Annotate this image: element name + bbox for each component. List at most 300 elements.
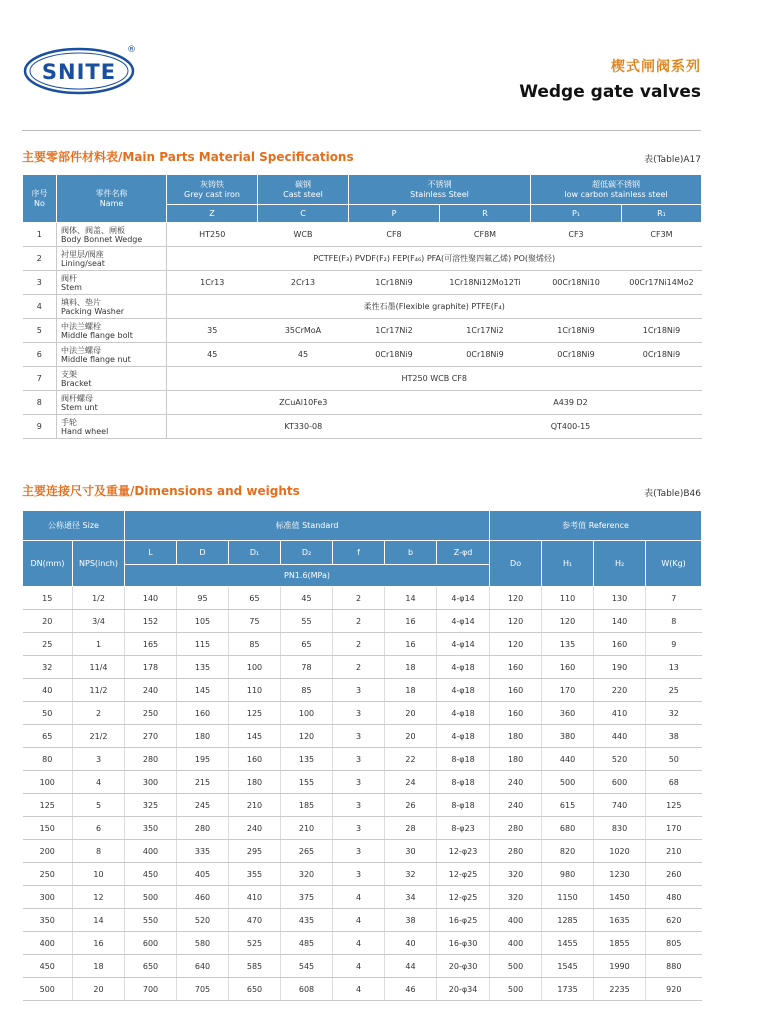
table-row: 4 填料、垫片 Packing Washer 柔性石墨(Flexible graphite) PTFE(F₄) xyxy=(23,295,702,319)
table-cell: 260 xyxy=(646,863,702,886)
table-cell: 152 xyxy=(125,610,177,633)
table-cell: 440 xyxy=(542,748,594,771)
table-cell: 160 xyxy=(542,656,594,679)
table-row: 2 衬里层/阀座 Lining/seat PCTFE(F₃) PVDF(F₂) FEP(F₄₆) PFA(可溶性聚四氟乙烯) PO(聚烯烃) xyxy=(23,247,702,271)
table-cell: 320 xyxy=(281,863,333,886)
table-cell: 32 xyxy=(23,656,73,679)
table-cell: 405 xyxy=(177,863,229,886)
table-cell: 115 xyxy=(177,633,229,656)
table-cell: 435 xyxy=(281,909,333,932)
header-grey-cast-iron: 灰铸铁 Grey cast iron xyxy=(167,175,258,205)
table-cell: 240 xyxy=(229,817,281,840)
table-cell: 700 xyxy=(125,978,177,1001)
table-cell: 410 xyxy=(229,886,281,909)
table-cell: 615 xyxy=(542,794,594,817)
table-cell: 110 xyxy=(542,587,594,610)
table-cell: 165 xyxy=(125,633,177,656)
table-cell: 180 xyxy=(229,771,281,794)
table-cell: 450 xyxy=(23,955,73,978)
table-cell: 545 xyxy=(281,955,333,978)
table-cell: 18 xyxy=(73,955,125,978)
table-cell: 325 xyxy=(125,794,177,817)
table-cell: 920 xyxy=(646,978,702,1001)
table-cell: 100 xyxy=(229,656,281,679)
table-cell: 500 xyxy=(23,978,73,1001)
table-cell: 880 xyxy=(646,955,702,978)
table-cell: 65 xyxy=(281,633,333,656)
table-cell: 3 xyxy=(333,679,385,702)
table-cell: 50 xyxy=(23,702,73,725)
table-row: 3 阀杆 Stem 1Cr13 2Cr13 1Cr18Ni9 1Cr18Ni12Mo12Ti 00Cr18Ni10 00Cr17Ni14Mo2 xyxy=(23,271,702,295)
table-cell: 215 xyxy=(177,771,229,794)
table-cell: 1545 xyxy=(542,955,594,978)
table-cell: 600 xyxy=(594,771,646,794)
table-cell: 110 xyxy=(229,679,281,702)
table-cell: 4-φ14 xyxy=(437,610,490,633)
table-cell: 30 xyxy=(385,840,437,863)
table-cell: 46 xyxy=(385,978,437,1001)
table-cell: 400 xyxy=(23,932,73,955)
table-cell: 65 xyxy=(23,725,73,748)
table-cell: 1855 xyxy=(594,932,646,955)
table-cell: 14 xyxy=(385,587,437,610)
table-cell: 620 xyxy=(646,909,702,932)
table-cell: 335 xyxy=(177,840,229,863)
table-cell: 525 xyxy=(229,932,281,955)
table-cell: 160 xyxy=(490,656,542,679)
table-cell: 4 xyxy=(333,955,385,978)
table-cell: 38 xyxy=(646,725,702,748)
snite-logo xyxy=(22,44,140,96)
table-cell: 195 xyxy=(177,748,229,771)
table-cell: 20-φ34 xyxy=(437,978,490,1001)
header-col: D₂ xyxy=(281,541,333,565)
header-size: 公称通径 Size xyxy=(23,511,125,541)
table-cell: 26 xyxy=(385,794,437,817)
table-row: 7 支架 Bracket HT250 WCB CF8 xyxy=(23,367,702,391)
table-row xyxy=(23,702,702,725)
materials-table xyxy=(22,174,702,439)
table-cell: 7 xyxy=(646,587,702,610)
table-cell: 1 xyxy=(73,633,125,656)
table-cell: 410 xyxy=(594,702,646,725)
table-cell: 125 xyxy=(229,702,281,725)
table-cell: 4-φ18 xyxy=(437,656,490,679)
table-cell: 1455 xyxy=(542,932,594,955)
table-cell: 640 xyxy=(177,955,229,978)
brand-title xyxy=(519,56,701,102)
table-row: 8 阀杆螺母 Stem unt ZCuAl10Fe3 A439 D2 xyxy=(23,391,702,415)
header-no: 序号 No xyxy=(23,175,57,223)
code-p1: P₁ xyxy=(531,205,622,223)
table-cell: 380 xyxy=(542,725,594,748)
table-cell: 12-φ25 xyxy=(437,886,490,909)
table-cell: 78 xyxy=(281,656,333,679)
table-cell: 600 xyxy=(125,932,177,955)
header-reference: 参考值 Reference xyxy=(490,511,702,541)
table-cell: 20 xyxy=(73,978,125,1001)
header-col: Do xyxy=(490,541,542,587)
header-col: b xyxy=(385,541,437,565)
table-cell: 20 xyxy=(385,725,437,748)
table-cell: 18 xyxy=(385,656,437,679)
table-cell: 650 xyxy=(125,955,177,978)
table-cell: 80 xyxy=(23,748,73,771)
table-cell: 28 xyxy=(385,817,437,840)
table-cell: 240 xyxy=(125,679,177,702)
table-cell: 300 xyxy=(125,771,177,794)
table-cell: 180 xyxy=(490,725,542,748)
table-cell: 8-φ18 xyxy=(437,748,490,771)
table-cell: 1/2 xyxy=(73,587,125,610)
table-cell: 32 xyxy=(646,702,702,725)
table-cell: 180 xyxy=(490,748,542,771)
table-cell: 95 xyxy=(177,587,229,610)
table-cell: 1450 xyxy=(594,886,646,909)
table-row xyxy=(23,817,702,840)
table-row xyxy=(23,725,702,748)
table-cell: 160 xyxy=(177,702,229,725)
table-cell: 705 xyxy=(177,978,229,1001)
header-col: D xyxy=(177,541,229,565)
table-cell: 805 xyxy=(646,932,702,955)
table-cell: 4 xyxy=(333,909,385,932)
header-col: W(Kg) xyxy=(646,541,702,587)
table-cell: 6 xyxy=(73,817,125,840)
table-cell: 16-φ30 xyxy=(437,932,490,955)
title-en: Wedge gate valves xyxy=(519,82,701,102)
table-cell: 3 xyxy=(333,794,385,817)
table-cell: 75 xyxy=(229,610,281,633)
header-nps: NPS(inch) xyxy=(73,541,125,587)
table-cell: 500 xyxy=(542,771,594,794)
table-cell: 830 xyxy=(594,817,646,840)
table-cell: 160 xyxy=(229,748,281,771)
table-cell: 120 xyxy=(490,610,542,633)
table-cell: 280 xyxy=(177,817,229,840)
logo-text: SNITE xyxy=(41,60,117,84)
table-cell: 190 xyxy=(594,656,646,679)
table-cell: 280 xyxy=(125,748,177,771)
table-cell: 460 xyxy=(177,886,229,909)
header-cast-steel: 碳钢 Cast steel xyxy=(258,175,349,205)
table-cell: 160 xyxy=(594,633,646,656)
header-col: f xyxy=(333,541,385,565)
table-cell: 480 xyxy=(646,886,702,909)
code-r1: R₁ xyxy=(622,205,702,223)
table-cell: 320 xyxy=(490,886,542,909)
table-cell: 25 xyxy=(646,679,702,702)
table-cell: 280 xyxy=(490,840,542,863)
header-standard: 标准值 Standard xyxy=(125,511,490,541)
table-cell: 55 xyxy=(281,610,333,633)
table-cell: 4 xyxy=(333,932,385,955)
table-cell: 350 xyxy=(23,909,73,932)
table-cell: 4-φ18 xyxy=(437,702,490,725)
code-r: R xyxy=(440,205,531,223)
table-cell: 120 xyxy=(542,610,594,633)
table-cell: 210 xyxy=(229,794,281,817)
table-row xyxy=(23,794,702,817)
table-row xyxy=(23,633,702,656)
table-cell: 500 xyxy=(490,978,542,1001)
table-cell: 220 xyxy=(594,679,646,702)
table-cell: 650 xyxy=(229,978,281,1001)
table-row xyxy=(23,771,702,794)
table-cell: 320 xyxy=(490,863,542,886)
table-cell: 3 xyxy=(73,748,125,771)
table-cell: 1230 xyxy=(594,863,646,886)
table-cell: 4-φ14 xyxy=(437,633,490,656)
table-cell: 450 xyxy=(125,863,177,886)
table-cell: 105 xyxy=(177,610,229,633)
table-cell: 375 xyxy=(281,886,333,909)
header-col: L xyxy=(125,541,177,565)
table-cell: 1285 xyxy=(542,909,594,932)
table-cell: 8 xyxy=(73,840,125,863)
table-cell: 585 xyxy=(229,955,281,978)
table-cell: 130 xyxy=(594,587,646,610)
table-cell: 25 xyxy=(23,633,73,656)
table-cell: 22 xyxy=(385,748,437,771)
table-cell: 34 xyxy=(385,886,437,909)
table-cell: 120 xyxy=(281,725,333,748)
table-cell: 3 xyxy=(333,863,385,886)
table-cell: 400 xyxy=(490,909,542,932)
table-cell: 32 xyxy=(385,863,437,886)
header-stainless: 不锈钢 Stainless Steel xyxy=(349,175,531,205)
header-col: H₁ xyxy=(542,541,594,587)
table-row xyxy=(23,886,702,909)
table-row: 6 中法兰螺母 Middle flange nut 45 45 0Cr18Ni9 0Cr18Ni9 0Cr18Ni9 0Cr18Ni9 xyxy=(23,343,702,367)
code-z: Z xyxy=(167,205,258,223)
table-cell: 38 xyxy=(385,909,437,932)
table-cell: 300 xyxy=(23,886,73,909)
table-cell: 40 xyxy=(23,679,73,702)
table-cell: 355 xyxy=(229,863,281,886)
header-col: D₁ xyxy=(229,541,281,565)
table-cell: 135 xyxy=(542,633,594,656)
table-cell: 4-φ18 xyxy=(437,679,490,702)
table-cell: 265 xyxy=(281,840,333,863)
table-cell: 100 xyxy=(281,702,333,725)
header-dn: DN(mm) xyxy=(23,541,73,587)
table-cell: 85 xyxy=(281,679,333,702)
table-cell: 740 xyxy=(594,794,646,817)
table-row xyxy=(23,748,702,771)
table-cell: 68 xyxy=(646,771,702,794)
table-cell: 3 xyxy=(333,725,385,748)
table-cell: 13 xyxy=(646,656,702,679)
table-cell: 20-φ30 xyxy=(437,955,490,978)
table-cell: 3/4 xyxy=(73,610,125,633)
header-divider xyxy=(22,130,701,131)
table-cell: 170 xyxy=(646,817,702,840)
table-cell: 100 xyxy=(23,771,73,794)
header-low-carbon: 超低碳不锈钢 low carbon stainless steel xyxy=(531,175,702,205)
table-cell: 160 xyxy=(490,702,542,725)
table-cell: 11/2 xyxy=(73,679,125,702)
header-pn: PN1.6(MPa) xyxy=(125,565,490,587)
materials-title: 主要零部件材料表/Main Parts Material Specifications xyxy=(22,150,354,164)
table-row: 1 阀体、阀盖、闸板 Body Bonnet Wedge HT250 WCB CF8 CF8M CF3 CF3M xyxy=(23,223,702,247)
table-cell: 178 xyxy=(125,656,177,679)
table-cell: 50 xyxy=(646,748,702,771)
table-row xyxy=(23,932,702,955)
table-cell: 1735 xyxy=(542,978,594,1001)
table-cell: 16 xyxy=(73,932,125,955)
table-cell: 245 xyxy=(177,794,229,817)
header-part-name: 零件名称 Name xyxy=(57,175,167,223)
table-cell: 44 xyxy=(385,955,437,978)
table-row xyxy=(23,955,702,978)
table-cell: 140 xyxy=(125,587,177,610)
table-cell: 140 xyxy=(594,610,646,633)
table-cell: 250 xyxy=(23,863,73,886)
table-cell: 3 xyxy=(333,817,385,840)
table-cell: 125 xyxy=(23,794,73,817)
table-cell: 24 xyxy=(385,771,437,794)
table-cell: 240 xyxy=(490,794,542,817)
table-cell: 1990 xyxy=(594,955,646,978)
table-row: 5 中法兰螺栓 Middle flange bolt 35 35CrMoA 1Cr17Ni2 1Cr17Ni2 1Cr18Ni9 1Cr18Ni9 xyxy=(23,319,702,343)
table-row xyxy=(23,840,702,863)
table-cell: 12-φ23 xyxy=(437,840,490,863)
table-cell: 500 xyxy=(125,886,177,909)
table-cell: 65 xyxy=(229,587,281,610)
table-cell: 360 xyxy=(542,702,594,725)
table-cell: 210 xyxy=(281,817,333,840)
header-col: Z-φd xyxy=(437,541,490,565)
table-cell: 18 xyxy=(385,679,437,702)
table-cell: 155 xyxy=(281,771,333,794)
table-cell: 295 xyxy=(229,840,281,863)
table-cell: 120 xyxy=(490,633,542,656)
table-cell: 16-φ25 xyxy=(437,909,490,932)
table-cell: 250 xyxy=(125,702,177,725)
table-cell: 8 xyxy=(646,610,702,633)
table-cell: 12-φ25 xyxy=(437,863,490,886)
table-cell: 2235 xyxy=(594,978,646,1001)
table-cell: 145 xyxy=(229,725,281,748)
table-cell: 2 xyxy=(333,633,385,656)
table-cell: 3 xyxy=(333,840,385,863)
table-cell: 550 xyxy=(125,909,177,932)
table-row xyxy=(23,909,702,932)
table-cell: 980 xyxy=(542,863,594,886)
table-cell: 16 xyxy=(385,633,437,656)
table-row xyxy=(23,610,702,633)
table-row xyxy=(23,863,702,886)
table-cell: 440 xyxy=(594,725,646,748)
table-cell: 820 xyxy=(542,840,594,863)
table-cell: 2 xyxy=(333,610,385,633)
table-cell: 2 xyxy=(333,587,385,610)
dimensions-table-ref: 表(Table)B46 xyxy=(644,489,701,499)
code-p: P xyxy=(349,205,440,223)
table-cell: 150 xyxy=(23,817,73,840)
table-cell: 3 xyxy=(333,771,385,794)
table-cell: 520 xyxy=(177,909,229,932)
table-cell: 12 xyxy=(73,886,125,909)
table-cell: 680 xyxy=(542,817,594,840)
table-row xyxy=(23,587,702,610)
table-cell: 14 xyxy=(73,909,125,932)
table-row: 9 手轮 Hand wheel KT330-08 QT400-15 xyxy=(23,415,702,439)
table-cell: 350 xyxy=(125,817,177,840)
table-cell: 21/2 xyxy=(73,725,125,748)
table-cell: 608 xyxy=(281,978,333,1001)
dimensions-table xyxy=(22,510,702,1001)
table-cell: 200 xyxy=(23,840,73,863)
table-cell: 145 xyxy=(177,679,229,702)
registered-mark: ® xyxy=(127,45,136,55)
table-cell: 3 xyxy=(333,702,385,725)
table-cell: 400 xyxy=(490,932,542,955)
table-cell: 160 xyxy=(490,679,542,702)
code-c: C xyxy=(258,205,349,223)
table-cell: 40 xyxy=(385,932,437,955)
dimensions-body xyxy=(23,587,702,1001)
table-cell: 15 xyxy=(23,587,73,610)
table-cell: 8-φ23 xyxy=(437,817,490,840)
table-cell: 9 xyxy=(646,633,702,656)
table-cell: 520 xyxy=(594,748,646,771)
table-cell: 1020 xyxy=(594,840,646,863)
table-cell: 470 xyxy=(229,909,281,932)
table-cell: 135 xyxy=(281,748,333,771)
table-cell: 4 xyxy=(333,978,385,1001)
table-cell: 125 xyxy=(646,794,702,817)
table-cell: 4-φ14 xyxy=(437,587,490,610)
table-cell: 400 xyxy=(125,840,177,863)
table-cell: 580 xyxy=(177,932,229,955)
table-row xyxy=(23,656,702,679)
table-cell: 4 xyxy=(333,886,385,909)
table-cell: 280 xyxy=(490,817,542,840)
table-cell: 85 xyxy=(229,633,281,656)
table-cell: 240 xyxy=(490,771,542,794)
header-col: H₂ xyxy=(594,541,646,587)
table-cell: 500 xyxy=(490,955,542,978)
table-cell: 1150 xyxy=(542,886,594,909)
table-cell: 2 xyxy=(73,702,125,725)
table-cell: 135 xyxy=(177,656,229,679)
table-row xyxy=(23,679,702,702)
table-cell: 16 xyxy=(385,610,437,633)
table-cell: 4 xyxy=(73,771,125,794)
table-cell: 485 xyxy=(281,932,333,955)
table-cell: 45 xyxy=(281,587,333,610)
table-cell: 8-φ18 xyxy=(437,771,490,794)
dimensions-title: 主要连接尺寸及重量/Dimensions and weights xyxy=(22,484,300,498)
table-cell: 20 xyxy=(385,702,437,725)
table-cell: 180 xyxy=(177,725,229,748)
table-cell: 185 xyxy=(281,794,333,817)
table-cell: 2 xyxy=(333,656,385,679)
title-cn: 楔式闸阀系列 xyxy=(611,59,701,75)
table-cell: 11/4 xyxy=(73,656,125,679)
table-cell: 210 xyxy=(646,840,702,863)
table-cell: 170 xyxy=(542,679,594,702)
table-cell: 120 xyxy=(490,587,542,610)
materials-table-ref: 表(Table)A17 xyxy=(644,155,701,165)
table-cell: 1635 xyxy=(594,909,646,932)
table-cell: 5 xyxy=(73,794,125,817)
table-cell: 4-φ18 xyxy=(437,725,490,748)
table-cell: 8-φ18 xyxy=(437,794,490,817)
table-cell: 20 xyxy=(23,610,73,633)
